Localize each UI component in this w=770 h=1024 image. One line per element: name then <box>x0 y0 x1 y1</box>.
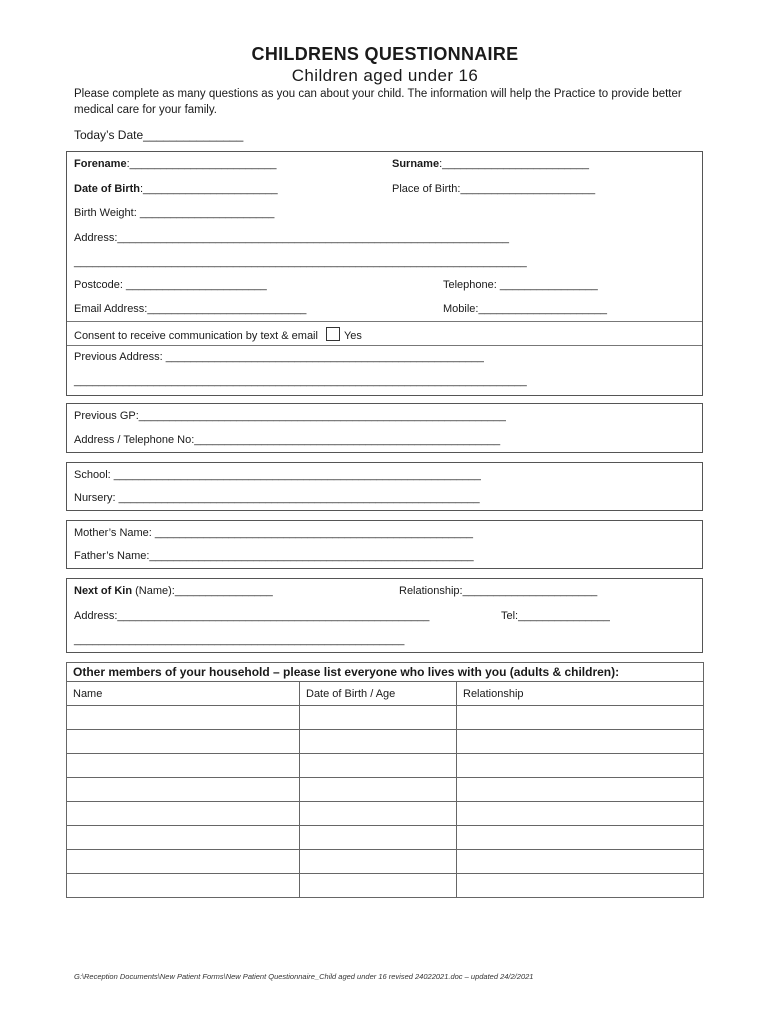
birth-weight-field[interactable]: Birth Weight: ______________________ <box>74 207 275 219</box>
dob-age-cell[interactable] <box>300 754 457 778</box>
name-cell[interactable] <box>67 754 300 778</box>
column-header-relationship: Relationship <box>457 682 704 706</box>
table-row <box>67 850 704 874</box>
relationship-field[interactable]: Relationship:______________________ <box>399 585 598 597</box>
previous-address-line-2[interactable]: __________________________________________________________________________ <box>74 375 527 387</box>
page-title: CHILDRENS QUESTIONNAIRE <box>251 44 519 64</box>
page-subtitle: Children aged under 16 <box>291 66 479 85</box>
school-section <box>66 462 703 511</box>
next-of-kin-label: Next of Kin <box>74 585 133 597</box>
intro-text: Please complete as many questions as you can about your child. The information will help the Practice to provide better medical care for your family. <box>74 88 682 116</box>
name-cell[interactable] <box>67 802 300 826</box>
previous-gp-section <box>66 403 703 453</box>
table-row <box>67 706 704 730</box>
name-cell[interactable] <box>67 874 300 898</box>
name-cell[interactable] <box>67 706 300 730</box>
email-field[interactable]: Email Address:__________________________ <box>74 303 307 315</box>
relationship-cell[interactable] <box>457 730 704 754</box>
dob-age-cell[interactable] <box>300 706 457 730</box>
gp-address-telephone-field[interactable]: Address / Telephone No:__________________________________________________ <box>74 434 501 446</box>
next-of-kin-address-field[interactable]: Address:___________________________________________________ <box>74 610 430 622</box>
table-row <box>67 826 704 850</box>
dob-age-cell[interactable] <box>300 802 457 826</box>
table-row <box>67 778 704 802</box>
consent-row <box>74 327 362 342</box>
dob-age-cell[interactable] <box>300 826 457 850</box>
todays-date-field[interactable]: Today’s Date_______________ <box>74 128 244 142</box>
previous-gp-field[interactable]: Previous GP:____________________________________________________________ <box>74 410 506 422</box>
dob-line: :______________________ <box>140 183 278 195</box>
consent-label: Consent to receive communication by text & email <box>74 330 318 342</box>
household-table <box>66 662 704 898</box>
relationship-cell[interactable] <box>457 778 704 802</box>
divider <box>67 345 702 346</box>
next-of-kin-section <box>66 578 703 653</box>
relationship-cell[interactable] <box>457 706 704 730</box>
next-of-kin-name-line: (Name):________________ <box>132 585 273 597</box>
consent-yes-label: Yes <box>343 330 362 342</box>
school-field[interactable]: School: ____________________________________________________________ <box>74 469 481 481</box>
household-column-headers <box>67 682 704 706</box>
next-of-kin-name-field[interactable] <box>74 585 273 597</box>
relationship-cell[interactable] <box>457 874 704 898</box>
nursery-field[interactable]: Nursery: ___________________________________________________________ <box>74 492 480 504</box>
column-header-dob-age: Date of Birth / Age <box>300 682 457 706</box>
footer-file-path: G:\Reception Documents\New Patient Forms\New Patient Questionnaire_Child aged under 16 revised 24022021.doc – updated 24/2/2021 <box>74 972 534 981</box>
forename-label: Forename <box>74 158 127 170</box>
parents-section <box>66 520 703 569</box>
forename-field[interactable] <box>74 158 276 170</box>
dob-age-cell[interactable] <box>300 874 457 898</box>
mobile-field[interactable]: Mobile:_____________________ <box>443 303 607 315</box>
personal-details-section <box>66 151 703 396</box>
name-cell[interactable] <box>67 826 300 850</box>
divider <box>67 321 702 322</box>
consent-checkbox[interactable] <box>326 327 340 341</box>
date-of-birth-field[interactable] <box>74 183 278 195</box>
surname-line: :________________________ <box>439 158 589 170</box>
address-line-2[interactable]: __________________________________________________________________________ <box>74 256 527 268</box>
relationship-cell[interactable] <box>457 850 704 874</box>
surname-field[interactable] <box>392 158 589 170</box>
next-of-kin-tel-field[interactable]: Tel:_______________ <box>501 610 610 622</box>
household-heading-row <box>67 663 704 682</box>
relationship-cell[interactable] <box>457 802 704 826</box>
table-row <box>67 730 704 754</box>
table-row <box>67 754 704 778</box>
relationship-cell[interactable] <box>457 754 704 778</box>
name-cell[interactable] <box>67 778 300 802</box>
mothers-name-field[interactable]: Mother’s Name: ____________________________________________________ <box>74 527 474 539</box>
forename-line: :________________________ <box>126 158 277 170</box>
next-of-kin-address-line-2[interactable]: ______________________________________________________ <box>74 634 405 646</box>
address-field[interactable]: Address:________________________________________________________________ <box>74 232 509 244</box>
relationship-cell[interactable] <box>457 826 704 850</box>
postcode-field[interactable]: Postcode: _______________________ <box>74 279 267 291</box>
name-cell[interactable] <box>67 850 300 874</box>
dob-age-cell[interactable] <box>300 778 457 802</box>
dob-age-cell[interactable] <box>300 730 457 754</box>
dob-age-cell[interactable] <box>300 850 457 874</box>
place-of-birth-field[interactable]: Place of Birth:______________________ <box>392 183 596 195</box>
surname-label: Surname <box>392 158 440 170</box>
dob-label: Date of Birth <box>74 183 140 195</box>
table-row <box>67 874 704 898</box>
name-cell[interactable] <box>67 730 300 754</box>
table-row <box>67 802 704 826</box>
household-heading: Other members of your household – please list everyone who lives with you (adults & children): <box>67 663 704 682</box>
previous-address-field[interactable]: Previous Address: ____________________________________________________ <box>74 351 484 363</box>
fathers-name-field[interactable]: Father’s Name:_____________________________________________________ <box>74 550 474 562</box>
telephone-field[interactable]: Telephone: ________________ <box>443 279 598 291</box>
column-header-name: Name <box>67 682 300 706</box>
